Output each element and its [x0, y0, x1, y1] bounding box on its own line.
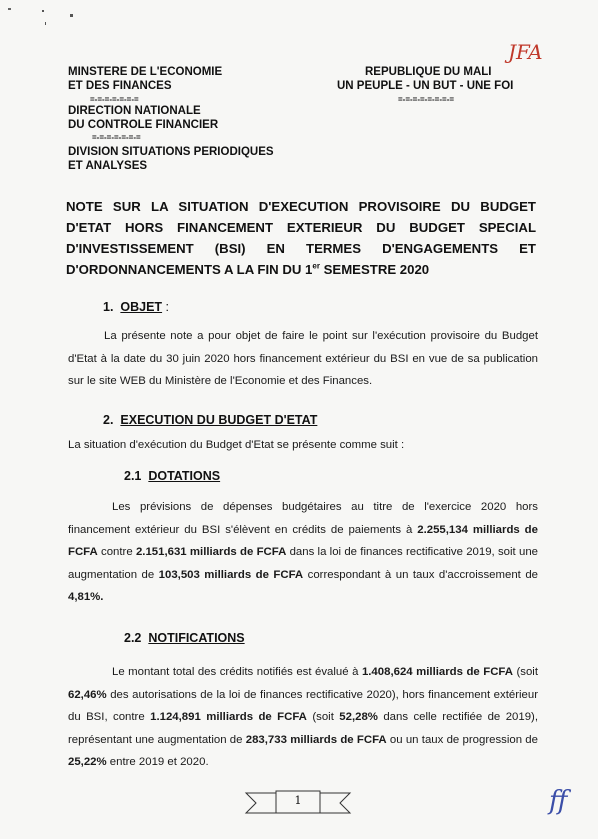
scan-speck [8, 8, 11, 10]
section-2-intro: La situation d'exécution du Budget d'Etat se présente comme suit : [68, 439, 405, 451]
section-1-heading: 1. OBJET : [103, 300, 170, 314]
division-name [68, 145, 274, 173]
page-number-banner [242, 790, 354, 816]
division-line-1: DIVISION SITUATIONS PERIODIQUES [68, 146, 274, 158]
ministry-line-1: MINSTERE DE L'ECONOMIE [68, 66, 223, 78]
separator-right: =-=-=-=-=-=-=-= [398, 95, 455, 104]
section-2-1-paragraph: Les prévisions de dépenses budgétaires au titre de l'exercice 2020 hors financement extérieur du BSI s'élèvent en crédits de paiements à 2.255,134 milliards de FCFA contre 2.151,631 milliards de FCFA dans la loi de finances rectificative 2019, soit une augmentation de 103,503 milliards de FCFA correspondant à un taux d'accroissement de 4,81%. [68, 501, 538, 603]
handwritten-initials-top: JFA [508, 40, 543, 64]
direction-line-1: DIRECTION NATIONALE [68, 105, 201, 117]
handwritten-initials-bottom: ff [549, 786, 568, 816]
direction-line-2: DU CONTROLE FINANCIER [68, 119, 219, 131]
ministry-line-2: ET DES FINANCES [68, 80, 172, 92]
document-title: NOTE SUR LA SITUATION D'EXECUTION PROVISOIRE DU BUDGET D'ETAT HORS FINANCEMENT EXTERIEUR DU BUDGET SPECIAL D'INVESTISSEMENT (BSI) EN TERMES D'ENGAGEMENTS ET D'ORDONNANCEMENTS A LA FIN DU 1er SEMESTRE 2020 [66, 199, 536, 277]
separator-1: =-=-=-=-=-=-= [90, 95, 139, 104]
section-2-heading: 2. EXECUTION DU BUDGET D'ETAT [103, 413, 318, 427]
national-motto: UN PEUPLE - UN BUT - UNE FOI [337, 80, 514, 92]
direction-name [68, 104, 218, 132]
section-2-1-heading: 2.1 DOTATIONS [124, 469, 221, 483]
scan-speck [70, 14, 73, 17]
ministry-name [68, 65, 222, 93]
separator-2: =-=-=-=-=-=-= [92, 133, 141, 142]
page-number: 1 [294, 794, 302, 807]
scan-speck [42, 10, 44, 12]
section-2-2-heading: 2.2 NOTIFICATIONS [124, 631, 245, 645]
section-1-paragraph: La présente note a pour objet de faire le point sur l'exécution provisoire du Budget d'Etat à la date du 30 juin 2020 hors financement extérieur du BSI en vue de sa publication sur le site WEB du Ministère de l'Economie et des Finances. [68, 330, 538, 387]
division-line-2: ET ANALYSES [68, 160, 148, 172]
country-name: REPUBLIQUE DU MALI [365, 66, 492, 78]
section-2-2-paragraph: Le montant total des crédits notifiés est évalué à 1.408,624 milliards de FCFA (soit 62,46% des autorisations de la loi de finances rectificative 2020), hors financement extérieur du BSI, contre 1.124,891 milliards de FCFA (soit 52,28% dans celle rectifiée de 2019), représentant une augmentation de 283,733 milliards de FCFA ou un taux de progression de 25,22% entre 2019 et 2020. [68, 666, 538, 768]
scan-speck [45, 22, 46, 25]
